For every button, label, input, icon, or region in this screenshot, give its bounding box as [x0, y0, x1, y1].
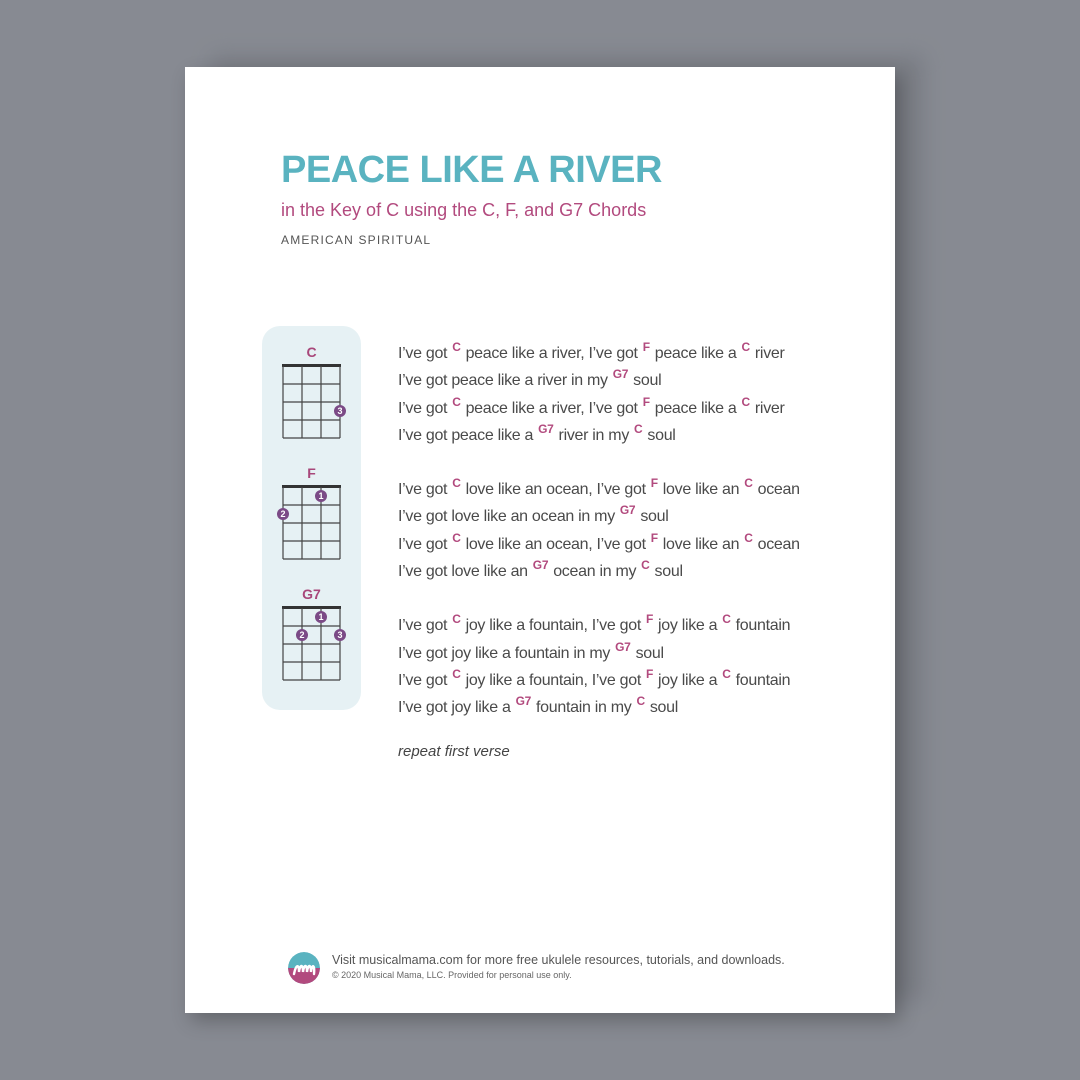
nut [282, 606, 341, 609]
song-sheet [185, 67, 895, 1013]
lyric-text: peace like a [654, 345, 737, 362]
chord-marker: C [452, 530, 461, 545]
song-subtitle: in the Key of C using the C, F, and G7 Chords [281, 200, 647, 220]
chord-marker: G7 [612, 367, 629, 382]
lyric-text: I’ve got [398, 481, 448, 499]
lyric-text: soul [635, 644, 664, 662]
chord-marker: C [452, 612, 461, 627]
lyric-text: love like an [662, 481, 740, 499]
verse [398, 606, 858, 715]
lyric-text: I’ve got peace like a [398, 426, 534, 444]
lyric-text: I’ve got [398, 399, 448, 417]
lyric-text: river [754, 345, 785, 362]
lyric-text: I’ve got joy like a [398, 699, 511, 717]
lyric-text: I’ve got [398, 671, 448, 689]
footer-website-note: Visit musicalmama.com for more free ukulele resources, tutorials, and downloads. [332, 953, 785, 967]
lyric-text: joy like a [658, 671, 718, 689]
lyric-line [398, 606, 858, 633]
footer-copyright: © 2020 Musical Mama, LLC. Provided for personal use only. [332, 970, 572, 980]
lyric-text: love like an [662, 535, 740, 553]
lyric-line [398, 552, 858, 579]
lyric-text: love like an ocean, I’ve got [465, 481, 646, 499]
lyric-line [398, 470, 858, 497]
chord-marker: C [641, 558, 650, 573]
lyric-text: joy like a [658, 617, 718, 635]
lyric-line [398, 416, 858, 443]
chord-marker: C [452, 340, 461, 354]
lyric-text: peace like a river, I’ve got [465, 345, 638, 362]
lyric-text: soul [654, 563, 683, 581]
musical-mama-logo-icon [288, 952, 320, 984]
chord-marker: G7 [615, 639, 631, 654]
lyric-text: soul [649, 699, 678, 717]
lyric-text: I’ve got [398, 535, 448, 553]
lyrics [398, 334, 858, 743]
chord-marker: G7 [619, 503, 636, 518]
lyric-text: I’ve got joy like a fountain in my [398, 644, 611, 662]
chord-marker: C [722, 666, 731, 681]
song-title: PEACE LIKE A RIVER [281, 149, 662, 191]
chord-name: C [306, 344, 317, 360]
verse [398, 334, 858, 443]
chord-marker: G7 [538, 421, 554, 436]
chord-marker: G7 [532, 558, 549, 573]
chord-marker: C [634, 421, 643, 436]
chord-diagram-panel [262, 326, 361, 710]
lyric-text: ocean [757, 535, 800, 553]
lyric-text: soul [647, 426, 676, 444]
lyric-line [398, 334, 858, 361]
finger-number: 1 [318, 612, 324, 623]
lyric-text: I’ve got [398, 345, 448, 362]
chord-grid-f [262, 483, 361, 583]
chord-marker: F [645, 612, 654, 627]
lyric-line [398, 525, 858, 552]
lyric-text: I’ve got love like an [398, 563, 528, 581]
nut [282, 485, 341, 488]
repeat-note: repeat first verse [398, 743, 510, 760]
nut [282, 364, 341, 367]
lyric-text: peace like a river, I’ve got [465, 399, 638, 417]
lyric-line [398, 661, 858, 688]
chord-marker: C [744, 476, 753, 491]
lyric-line [398, 361, 858, 388]
lyric-text: love like an ocean, I’ve got [465, 535, 646, 553]
chord-marker: F [642, 394, 650, 409]
chord-marker: C [741, 340, 750, 354]
chord-marker: C [744, 530, 753, 545]
song-origin: AMERICAN SPIRITUAL [281, 233, 432, 247]
lyric-line [398, 688, 858, 715]
chord-marker: C [452, 476, 461, 491]
chord-marker: F [650, 530, 658, 545]
lyric-text: ocean in my [553, 563, 637, 581]
lyric-text: river [754, 399, 785, 417]
chord-marker: C [741, 394, 750, 409]
verse [398, 470, 858, 579]
lyric-text: soul [633, 372, 662, 390]
lyric-text: I’ve got peace like a river in my [398, 372, 608, 390]
chord-grid-c [262, 362, 361, 462]
lyric-line [398, 389, 858, 416]
lyric-text: fountain [735, 617, 791, 635]
finger-number: 3 [337, 406, 343, 417]
lyric-text: ocean [757, 481, 800, 499]
chord-grid-g7 [262, 604, 361, 704]
chord-marker: C [452, 666, 461, 681]
lyric-text: fountain in my [536, 699, 632, 717]
chord-marker: G7 [515, 694, 532, 709]
chord-name: G7 [302, 586, 321, 602]
lyric-text: joy like a fountain, I’ve got [465, 671, 641, 689]
lyric-text: peace like a [654, 399, 737, 417]
lyric-text: river in my [558, 426, 630, 444]
finger-number: 1 [318, 491, 324, 502]
chord-marker: C [452, 394, 461, 409]
chord-marker: F [642, 340, 650, 354]
finger-number: 3 [337, 630, 343, 641]
lyric-text: I’ve got love like an ocean in my [398, 508, 615, 526]
lyric-text: I’ve got [398, 617, 448, 635]
chord-marker: F [650, 476, 658, 491]
chord-marker: F [645, 666, 654, 681]
finger-number: 2 [280, 509, 286, 520]
chord-marker: C [722, 612, 731, 627]
chord-marker: C [636, 694, 645, 709]
lyric-text: soul [640, 508, 669, 526]
lyric-line [398, 634, 858, 661]
lyric-text: fountain [735, 671, 791, 689]
finger-number: 2 [299, 630, 305, 641]
lyric-text: joy like a fountain, I’ve got [465, 617, 641, 635]
chord-name: F [307, 465, 316, 481]
lyric-line [398, 497, 858, 524]
